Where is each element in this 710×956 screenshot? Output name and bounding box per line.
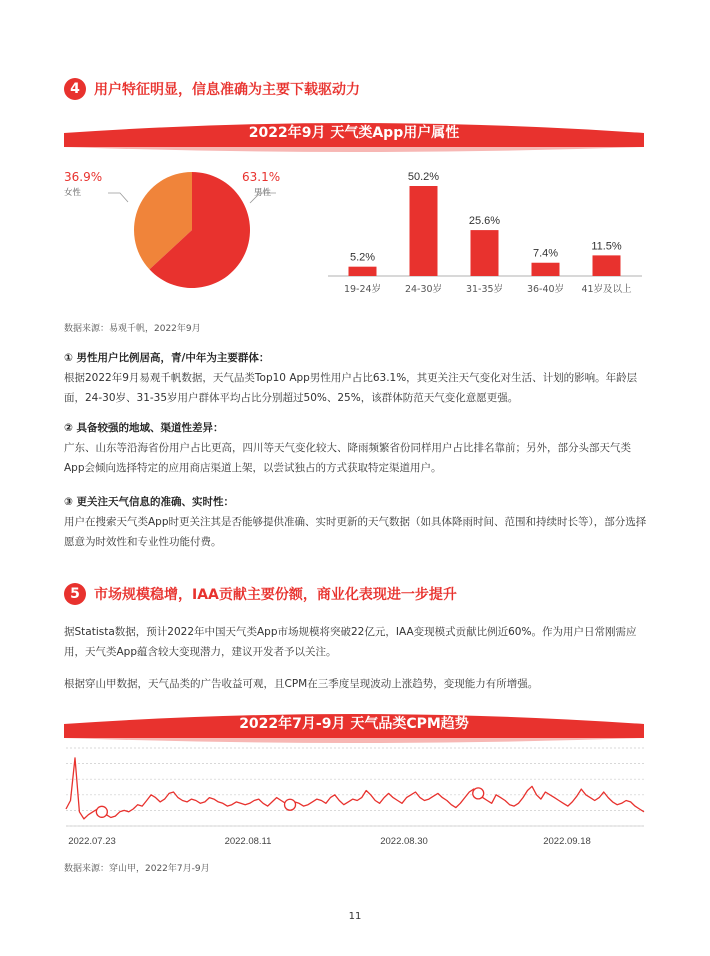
age-bar bbox=[593, 255, 621, 276]
bar-data-label: 25.6% bbox=[468, 215, 501, 228]
finding-3-body: 用户在搜索天气类App时更关注其是否能够提供准确、实时更新的天气数据（如具体降雨时间、范围和持续时长等），部分选择愿意为时效性和专业性功能付费。 bbox=[64, 516, 647, 548]
x-tick-label: 2022.09.18 bbox=[543, 836, 591, 847]
section-number-badge: 4 bbox=[64, 78, 86, 100]
leader-line-female bbox=[108, 193, 128, 202]
age-bar bbox=[471, 230, 499, 276]
bar-category-label: 19-24岁 bbox=[343, 284, 382, 295]
bar-category-label: 31-35岁 bbox=[465, 284, 504, 295]
bar-data-label: 5.2% bbox=[349, 251, 376, 264]
bar-data-label: 7.4% bbox=[532, 247, 559, 260]
highlight-marker bbox=[96, 806, 107, 817]
male-percent: 63.1% bbox=[242, 170, 281, 184]
female-percent: 36.9% bbox=[64, 170, 103, 184]
data-source-2: 数据来源：穿山甲，2022年7月-9月 bbox=[64, 864, 210, 874]
banner-title: 2022年9月 天气类App用户属性 bbox=[248, 125, 460, 141]
finding-1-head: ① 男性用户比例居高，青/中年为主要群体： bbox=[64, 352, 270, 364]
bar-category-label: 41岁及以上 bbox=[581, 284, 632, 295]
x-tick-label: 2022.07.23 bbox=[68, 836, 116, 847]
finding-2-head: ② 具备较强的地域、渠道性差异： bbox=[64, 422, 224, 434]
age-bar-chart bbox=[328, 160, 648, 300]
finding-1 bbox=[64, 348, 649, 408]
section-4-heading bbox=[64, 77, 360, 101]
bar-category-label: 36-40岁 bbox=[526, 284, 565, 295]
chart-banner-cpm-trend bbox=[64, 710, 644, 748]
finding-1-body: 根据2022年9月易观千帆数据，天气品类Top10 App男性用户占比63.1%，其更关注天气变化对生活、计划的影响。年龄层面，24-30岁、31-35岁用户群体平均占比分别超过50%、25%，该群体防范天气变化意愿更强。 bbox=[64, 372, 638, 404]
finding-2-body: 广东、山东等沿海省份用户占比更高，四川等天气变化较大、降雨频繁省份同样用户占比排名靠前；另外，部分头部天气类App会倾向选择特定的应用商店渠道上架，以尝试独占的方式获取特定渠道用户。 bbox=[64, 442, 631, 474]
page-number: 11 bbox=[348, 911, 362, 922]
female-label: 女性 bbox=[64, 188, 82, 198]
bar-category-label: 24-30岁 bbox=[404, 284, 443, 295]
section-number-badge: 5 bbox=[64, 583, 86, 605]
bar-data-label: 11.5% bbox=[591, 240, 622, 253]
banner-title: 2022年7月-9月 天气品类CPM趋势 bbox=[239, 716, 469, 732]
finding-3-head: ③ 更关注天气信息的准确、实时性： bbox=[64, 496, 235, 508]
x-tick-label: 2022.08.11 bbox=[224, 836, 272, 847]
age-bar bbox=[349, 267, 377, 276]
cpm-paragraph: 根据穿山甲数据，天气品类的广告收益可观，且CPM在三季度呈现波动上涨趋势，变现能力有所增强。 bbox=[64, 678, 539, 690]
finding-2 bbox=[64, 418, 649, 478]
male-label: 男性 bbox=[254, 188, 272, 198]
age-bar bbox=[410, 186, 438, 276]
section-title: 市场规模稳增，IAA贡献主要份额，商业化表现进一步提升 bbox=[94, 587, 457, 603]
data-source-1: 数据来源：易观千帆，2022年9月 bbox=[64, 324, 201, 334]
cpm-line-chart bbox=[62, 746, 650, 852]
cpm-series-line bbox=[66, 758, 644, 819]
highlight-marker bbox=[285, 799, 296, 810]
highlight-marker bbox=[473, 788, 484, 799]
finding-3 bbox=[64, 492, 649, 552]
bar-data-label: 50.2% bbox=[407, 171, 440, 183]
section-title: 用户特征明显，信息准确为主要下载驱动力 bbox=[94, 82, 360, 98]
market-paragraph: 据Statista数据，预计2022年中国天气类App市场规模将突破22亿元，IAA变现模式贡献比例近60%。作为用户日常刚需应用，天气类App蕴含较大变现潜力，建议开发者予以关注。 bbox=[64, 626, 637, 658]
section-5-heading bbox=[64, 582, 457, 606]
x-tick-label: 2022.08.30 bbox=[380, 836, 428, 847]
chart-banner-user-attributes bbox=[64, 119, 644, 157]
age-bar bbox=[532, 263, 560, 276]
